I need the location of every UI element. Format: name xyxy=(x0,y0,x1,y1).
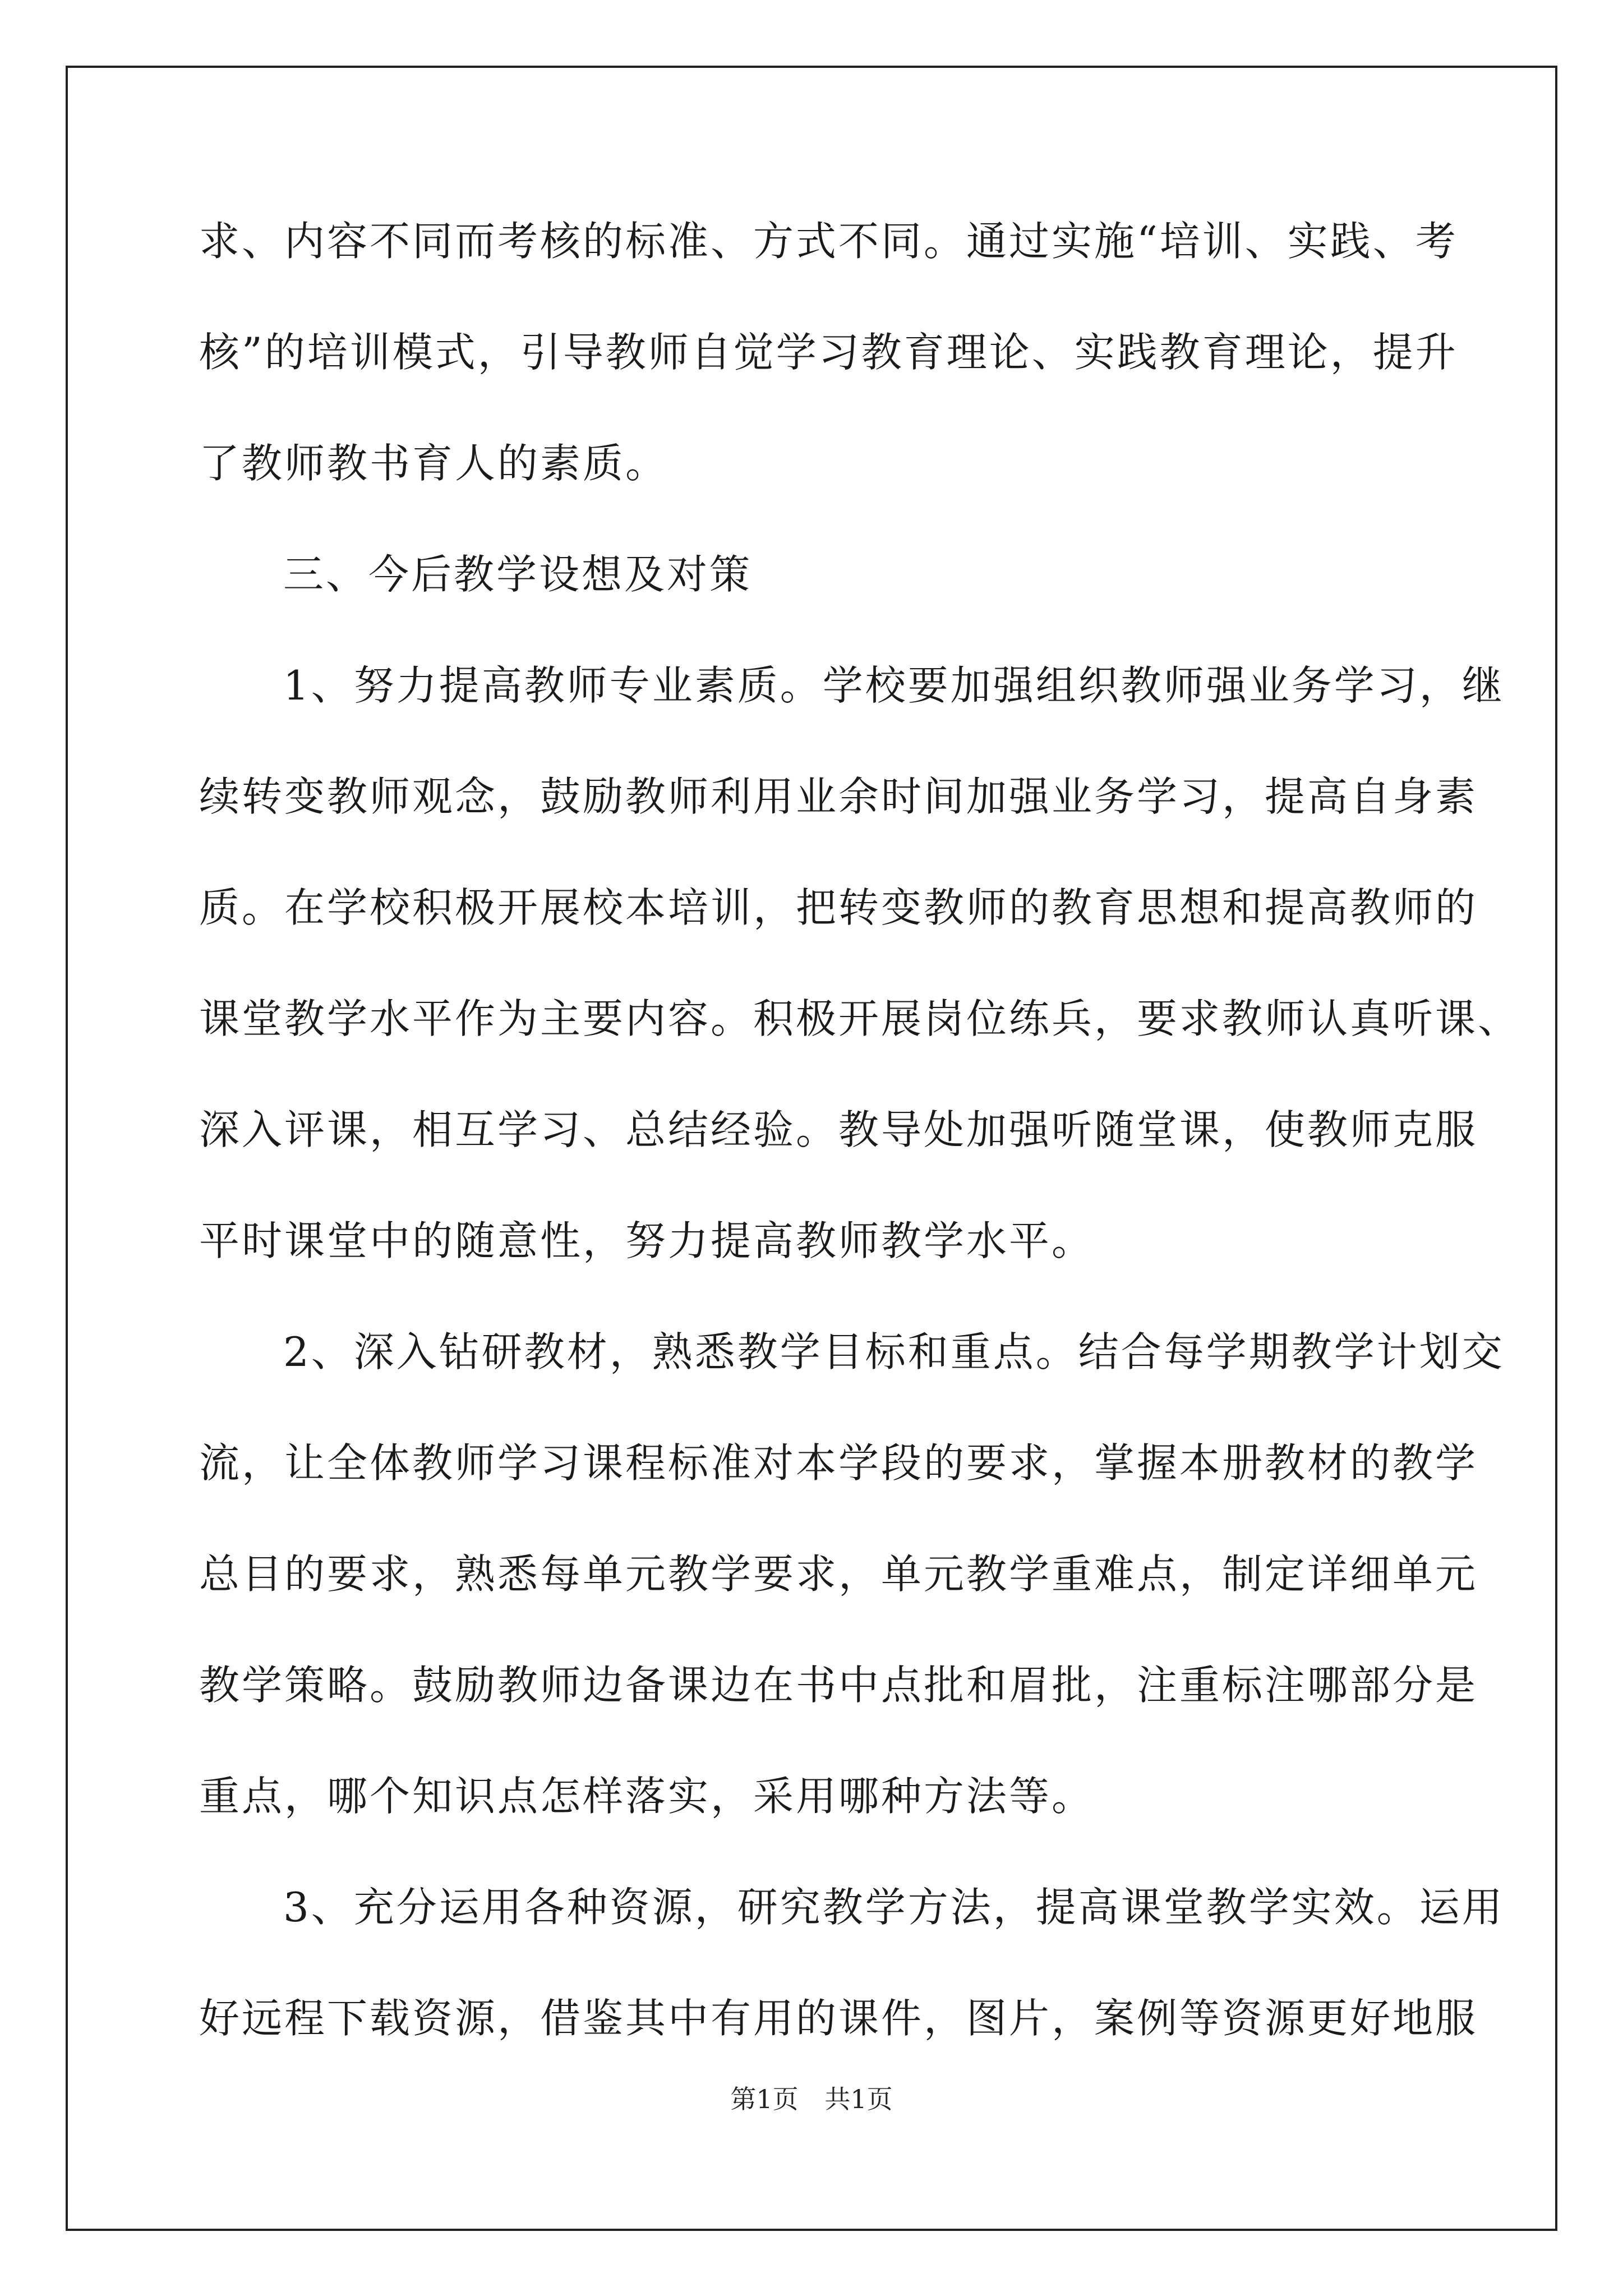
document-body xyxy=(199,213,1521,2101)
text-line: 教学策略。鼓励教师边备课边在书中点批和眉批，注重标注哪部分是 xyxy=(199,1662,1478,1709)
text-line: 续转变教师观念，鼓励教师利用业余时间加强业务学习，提高自身素 xyxy=(199,773,1478,820)
text-line: 总目的要求，熟悉每单元教学要求，单元教学重难点，制定详细单元 xyxy=(199,1550,1478,1598)
text-line: 3、充分运用各种资源，研究教学方法，提高课堂教学实效。运用 xyxy=(283,1884,1505,1931)
text-line: 深入评课，相互学习、总结经验。教导处加强听随堂课，使教师克服 xyxy=(199,1106,1478,1153)
page-total: 共1页 xyxy=(824,2084,893,2114)
text-line: 三、今后教学设想及对策 xyxy=(283,551,753,598)
page-footer xyxy=(0,2082,1623,2116)
text-line: 1、努力提高教师专业素质。学校要加强组织教师强业务学习，继 xyxy=(283,662,1505,709)
text-line: 了教师教书育人的素质。 xyxy=(199,440,668,487)
text-line: 质。在学校积极开展校本培训，把转变教师的教育思想和提高教师的 xyxy=(199,884,1478,931)
text-line: 2、深入钻研教材，熟悉教学目标和重点。结合每学期教学计划交 xyxy=(283,1328,1505,1375)
text-line: 重点，哪个知识点怎样落实，采用哪种方法等。 xyxy=(199,1773,1095,1820)
text-line: 求、内容不同而考核的标准、方式不同。通过实施“培训、实践、考 xyxy=(199,218,1458,265)
text-line: 平时课堂中的随意性，努力提高教师教学水平。 xyxy=(199,1217,1095,1264)
page-number: 第1页 xyxy=(730,2084,799,2114)
text-line: 课堂教学水平作为主要内容。积极开展岗位练兵，要求教师认真听课、 xyxy=(199,995,1521,1042)
text-line: 流，让全体教师学习课程标准对本学段的要求，掌握本册教材的教学 xyxy=(199,1439,1478,1487)
text-line: 核”的培训模式，引导教师自觉学习教育理论、实践教育理论，提升 xyxy=(199,329,1458,376)
text-line: 好远程下载资源，借鉴其中有用的课件，图片，案例等资源更好地服 xyxy=(199,1995,1478,2042)
